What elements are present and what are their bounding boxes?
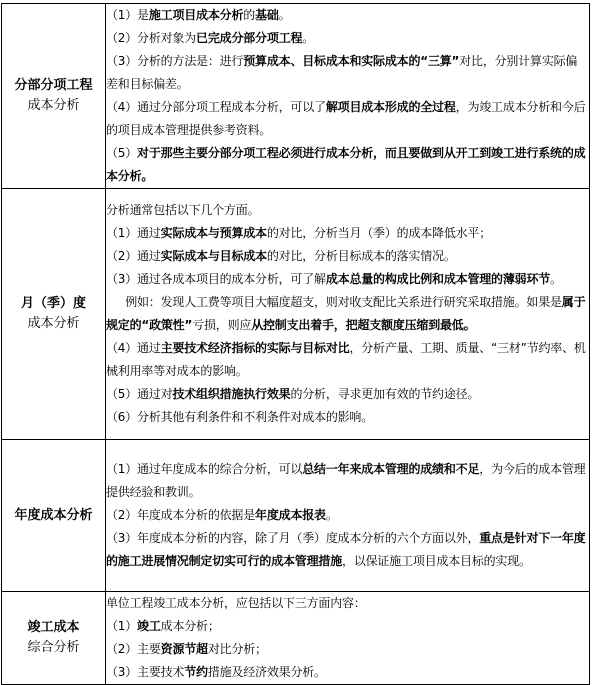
- row-label-text: 分部分项工程: [14, 78, 93, 93]
- content-item: [106, 142, 589, 188]
- body-text: 。: [325, 508, 338, 522]
- body-text: 。: [550, 272, 562, 286]
- content-item: [106, 27, 589, 50]
- body-text: ，为竣工成本分析和今后的项目成本管理提供参考资料。: [106, 100, 586, 137]
- table-row: [2, 592, 590, 685]
- row-label-text: 年度成本分析: [14, 507, 93, 523]
- body-text: （4）通过分部分项工程成本分析，可以了: [106, 100, 326, 114]
- row-label-text: 成本分析: [27, 316, 80, 331]
- row-label-text: 竣工成本: [27, 620, 80, 635]
- body-text: （4）通过: [106, 341, 161, 355]
- body-text: 单位工程竣工成本分析，应包括以下三方面内容：: [106, 596, 366, 610]
- emphasis-text: 年度成本报表: [255, 508, 326, 522]
- row-content-cell: [106, 189, 590, 440]
- cost-analysis-table: [1, 3, 590, 685]
- body-text: （3）分析的方法是：进行: [106, 54, 244, 68]
- row-label-text: 综合分析: [27, 640, 80, 655]
- content-item: [106, 527, 589, 573]
- table-body: [2, 4, 590, 685]
- body-text: ，以保证施工项目成本目标的实现。: [342, 554, 531, 568]
- body-text: 例如：发现人工费等项目大幅度超支，则对收支配比关系进行研究采取措施。如果是: [125, 295, 562, 309]
- content-item: [106, 406, 589, 429]
- body-text: （5）通过对: [106, 387, 173, 401]
- body-text: （6）分析其他有利条件和不利条件对成本的影响。: [106, 410, 374, 424]
- content-item: [106, 222, 589, 245]
- emphasis-text: 实际成本与预算成本: [160, 226, 267, 240]
- body-text: 的对比，分析目标成本的落实情况。: [266, 249, 456, 263]
- body-text: 的对比，分析当月（季）的成本降低水平；: [266, 226, 492, 240]
- body-text: 的分析，寻求更加有效的节约途径。: [290, 387, 480, 401]
- body-text: （5）: [106, 146, 138, 160]
- body-text: （2）通过: [106, 249, 161, 263]
- row-label-text: 月（季）度: [20, 296, 86, 311]
- table-row: [2, 189, 590, 440]
- body-text: 对比，分别计算实际偏差和目标偏差。: [106, 54, 578, 91]
- content-item: [106, 50, 589, 96]
- emphasis-text: 资源节超: [160, 642, 208, 656]
- body-text: （1）: [106, 619, 138, 633]
- body-text: 对比分析；: [207, 642, 267, 656]
- emphasis-text: 对于那些主要分部分项工程必须进行成本分析，而且要做到从开工到竣工进行系统的成本分析。: [106, 146, 586, 183]
- content-item: [106, 96, 589, 142]
- content-item: [106, 4, 589, 27]
- emphasis-text: 重点是针对下一年度的施工进展情况制定切实可行的成本管理措施: [106, 531, 586, 568]
- row-label-cell: [2, 4, 106, 189]
- table-row: [2, 440, 590, 592]
- body-text: （2）年度成本分析的依据是: [106, 508, 256, 522]
- emphasis-text: 施工项目成本分析: [148, 8, 244, 22]
- emphasis-text: 从控制支出着手，把超支额度压缩到最低。: [251, 318, 476, 332]
- content-item: [106, 383, 589, 406]
- emphasis-text: 成本总量的构成比例和成本管理的薄弱环节: [325, 272, 551, 286]
- row-label-text: 成本分析: [27, 98, 80, 113]
- row-content-cell: [106, 440, 590, 592]
- body-text: 的: [243, 8, 256, 22]
- content-item: [106, 291, 589, 337]
- body-text: 亏损，则应: [192, 318, 252, 332]
- content-item: [106, 458, 589, 504]
- emphasis-text: 竣工: [137, 619, 161, 633]
- row-label-cell: [2, 440, 106, 592]
- emphasis-text: 已完成分部分项工程: [196, 31, 303, 45]
- body-text: （2）主要: [106, 642, 161, 656]
- row-label-cell: [2, 189, 106, 440]
- emphasis-text: 节约: [184, 665, 208, 679]
- row-label-cell: [2, 592, 106, 685]
- body-text: 成本分析；: [160, 619, 220, 633]
- body-text: 分析通常包括以下几个方面。: [106, 203, 260, 217]
- row-content-cell: [106, 4, 590, 189]
- emphasis-text: 属于规定的“政策性”: [106, 295, 586, 332]
- emphasis-text: 解项目成本形成的全过程: [325, 100, 456, 114]
- row-content-cell: [106, 592, 590, 685]
- content-item: [106, 661, 589, 684]
- emphasis-text: 主要技术经济指标的实际与目标对比: [160, 341, 350, 355]
- emphasis-text: 技术组织措施执行效果: [172, 387, 291, 401]
- content-item: [106, 592, 589, 615]
- body-text: （1）是: [106, 8, 149, 22]
- emphasis-text: 预算成本、目标成本和实际成本的“三算”: [243, 54, 460, 68]
- body-text: ，为今后的成本管理提供经验和教训。: [106, 462, 586, 499]
- body-text: （2）分析对象为: [106, 31, 197, 45]
- emphasis-text: 总结一年来成本管理的成绩和不足: [302, 462, 480, 476]
- body-text: （3）年度成本分析的内容，除了月（季）度成本分析的六个方面以外，: [106, 531, 480, 545]
- content-item: [106, 504, 589, 527]
- table-row: [2, 4, 590, 189]
- content-item: [106, 615, 589, 638]
- body-text: 措施及经济效果分析。: [207, 665, 326, 679]
- body-text: （3）主要技术: [106, 665, 185, 679]
- body-text: ，分析产量、工期、质量、“三材”节约率、机械利用率等对成本的影响。: [106, 341, 586, 378]
- body-text: 。: [278, 8, 291, 22]
- emphasis-text: 实际成本与目标成本: [160, 249, 267, 263]
- content-item: [106, 638, 589, 661]
- document-page: [1, 3, 590, 685]
- content-item: [106, 268, 589, 291]
- content-item: [106, 337, 589, 383]
- body-text: 。: [302, 31, 315, 45]
- content-item: [106, 199, 589, 222]
- body-text: （3）通过各成本项目的成本分析，可了解: [106, 272, 326, 286]
- body-text: （1）通过年度成本的综合分析，可以: [106, 462, 303, 476]
- body-text: （1）通过: [106, 226, 161, 240]
- content-item: [106, 245, 589, 268]
- emphasis-text: 基础: [255, 8, 279, 22]
